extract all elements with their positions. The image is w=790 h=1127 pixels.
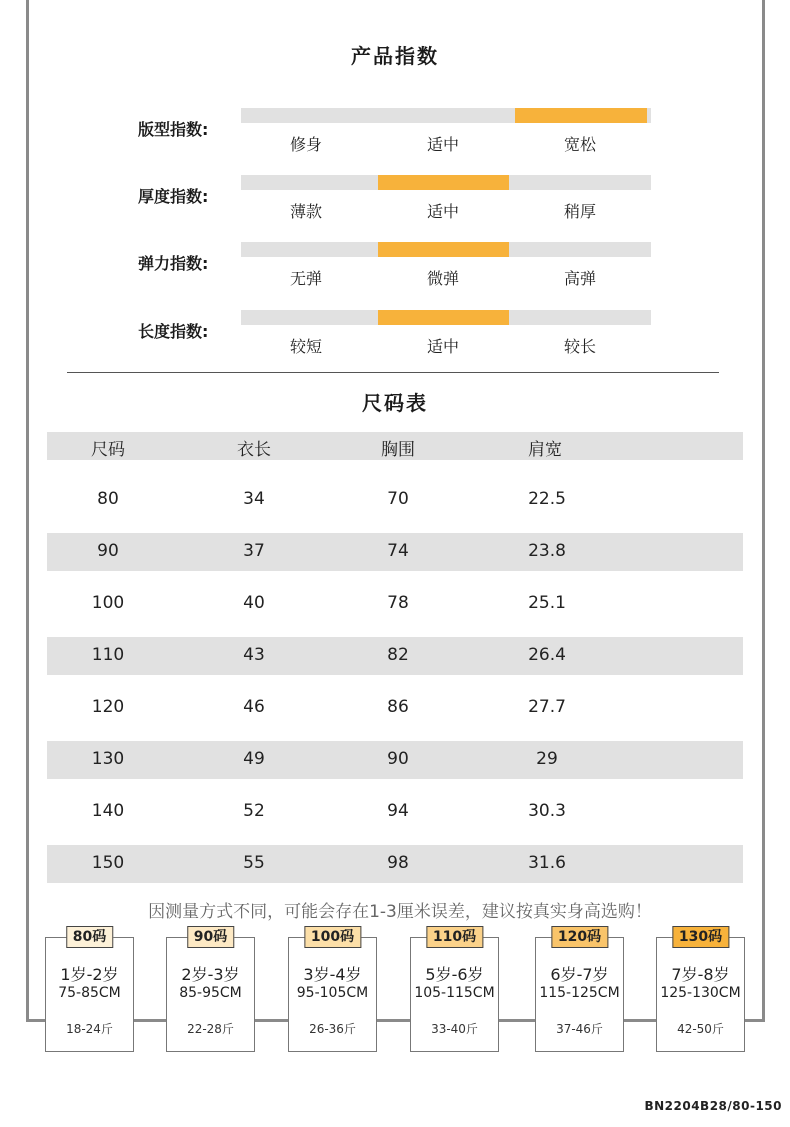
index-bar-fill — [378, 175, 509, 190]
frame-bottom-border — [26, 1019, 765, 1022]
size-card-weight: 18-24斤 — [66, 1022, 113, 1036]
table-cell: 98 — [387, 853, 409, 873]
table-cell: 26.4 — [528, 645, 566, 665]
index-option: 较短 — [289, 337, 322, 356]
index-option: 宽松 — [563, 135, 596, 154]
index-option: 较长 — [563, 337, 596, 356]
table-cell: 31.6 — [528, 853, 566, 873]
table-cell: 86 — [387, 697, 409, 717]
index-bar — [241, 310, 651, 325]
index-bar — [241, 175, 651, 190]
size-card — [410, 929, 499, 1052]
index-option: 修身 — [289, 135, 322, 154]
table-cell: 23.8 — [528, 541, 566, 561]
size-card — [45, 929, 134, 1052]
index-bar-fill — [515, 108, 647, 123]
size-card-age: 1岁-2岁 — [60, 965, 119, 984]
index-option: 适中 — [426, 337, 459, 356]
index-bar-fill — [378, 242, 509, 257]
index-option: 薄款 — [289, 202, 322, 221]
size-card-age: 2岁-3岁 — [181, 965, 240, 984]
table-cell: 78 — [387, 593, 409, 613]
table-cell: 80 — [97, 489, 119, 509]
size-card-height: 125-130CM — [660, 985, 741, 1001]
size-card-age: 3岁-4岁 — [303, 965, 362, 984]
table-cell: 100 — [91, 593, 125, 613]
size-card-tag: 120码 — [551, 926, 608, 948]
table-cell: 43 — [243, 645, 265, 665]
size-card-tag: 100码 — [304, 926, 361, 948]
header-chest: 胸围 — [381, 440, 415, 460]
header-size: 尺码 — [91, 440, 125, 460]
table-cell: 94 — [387, 801, 409, 821]
table-cell: 82 — [387, 645, 409, 665]
table-cell: 40 — [243, 593, 265, 613]
table-cell: 29 — [536, 749, 558, 769]
index-bar — [241, 108, 651, 123]
frame-right-border — [762, 0, 765, 1022]
index-bar-fill — [378, 310, 509, 325]
size-card — [656, 929, 745, 1052]
table-cell: 74 — [387, 541, 409, 561]
index-option: 高弹 — [563, 269, 596, 288]
size-table-title: 尺码表 — [362, 391, 428, 415]
size-table-header — [47, 432, 743, 460]
size-card-weight: 37-46斤 — [556, 1022, 603, 1036]
frame-left-border — [26, 0, 29, 1022]
size-card-age: 7岁-8岁 — [671, 965, 730, 984]
index-option: 适中 — [426, 135, 459, 154]
table-cell: 30.3 — [528, 801, 566, 821]
size-card — [535, 929, 624, 1052]
size-card-weight: 22-28斤 — [187, 1022, 234, 1036]
table-cell: 34 — [243, 489, 265, 509]
table-cell: 90 — [97, 541, 119, 561]
product-code: BN2204B28/80-150 — [644, 1099, 782, 1113]
size-card-age: 5岁-6岁 — [425, 965, 484, 984]
index-option: 适中 — [426, 202, 459, 221]
index-option: 稍厚 — [563, 202, 596, 221]
table-cell: 120 — [91, 697, 125, 717]
size-card-weight: 33-40斤 — [431, 1022, 478, 1036]
table-cell: 46 — [243, 697, 265, 717]
size-card-height: 95-105CM — [296, 985, 369, 1001]
table-cell: 37 — [243, 541, 265, 561]
size-card-age: 6岁-7岁 — [550, 965, 609, 984]
table-cell: 49 — [243, 749, 265, 769]
section-divider — [67, 372, 719, 373]
table-cell: 90 — [387, 749, 409, 769]
size-card-tag: 110码 — [426, 926, 483, 948]
index-bar — [241, 242, 651, 257]
header-length: 衣长 — [237, 440, 271, 460]
table-cell: 70 — [387, 489, 409, 509]
measurement-note: 因测量方式不同，可能会存在1-3厘米误差，建议按真实身高选购！ — [148, 902, 652, 922]
product-index-title: 产品指数 — [351, 44, 439, 68]
size-card-tag: 80码 — [66, 926, 113, 948]
size-card-height: 105-115CM — [414, 985, 495, 1001]
table-cell: 27.7 — [528, 697, 566, 717]
index-label: 厚度指数: — [138, 187, 209, 206]
index-option: 微弹 — [426, 269, 459, 288]
index-label: 长度指数: — [138, 322, 209, 341]
table-cell: 130 — [91, 749, 125, 769]
table-cell: 150 — [91, 853, 125, 873]
table-cell: 25.1 — [528, 593, 566, 613]
size-card-height: 85-95CM — [179, 985, 242, 1001]
index-option: 无弹 — [289, 269, 322, 288]
table-cell: 110 — [91, 645, 125, 665]
table-cell: 22.5 — [528, 489, 566, 509]
size-card-height: 115-125CM — [539, 985, 620, 1001]
size-card-tag: 90码 — [187, 926, 234, 948]
table-cell: 140 — [91, 801, 125, 821]
index-label: 弹力指数: — [138, 254, 209, 273]
size-card-weight: 42-50斤 — [677, 1022, 724, 1036]
size-card — [288, 929, 377, 1052]
table-cell: 55 — [243, 853, 265, 873]
size-card — [166, 929, 255, 1052]
size-card-tag: 130码 — [672, 926, 729, 948]
table-cell: 52 — [243, 801, 265, 821]
size-card-weight: 26-36斤 — [309, 1022, 356, 1036]
size-card-height: 75-85CM — [58, 985, 121, 1001]
index-label: 版型指数: — [138, 120, 209, 139]
header-shoulder: 肩宽 — [528, 440, 562, 460]
